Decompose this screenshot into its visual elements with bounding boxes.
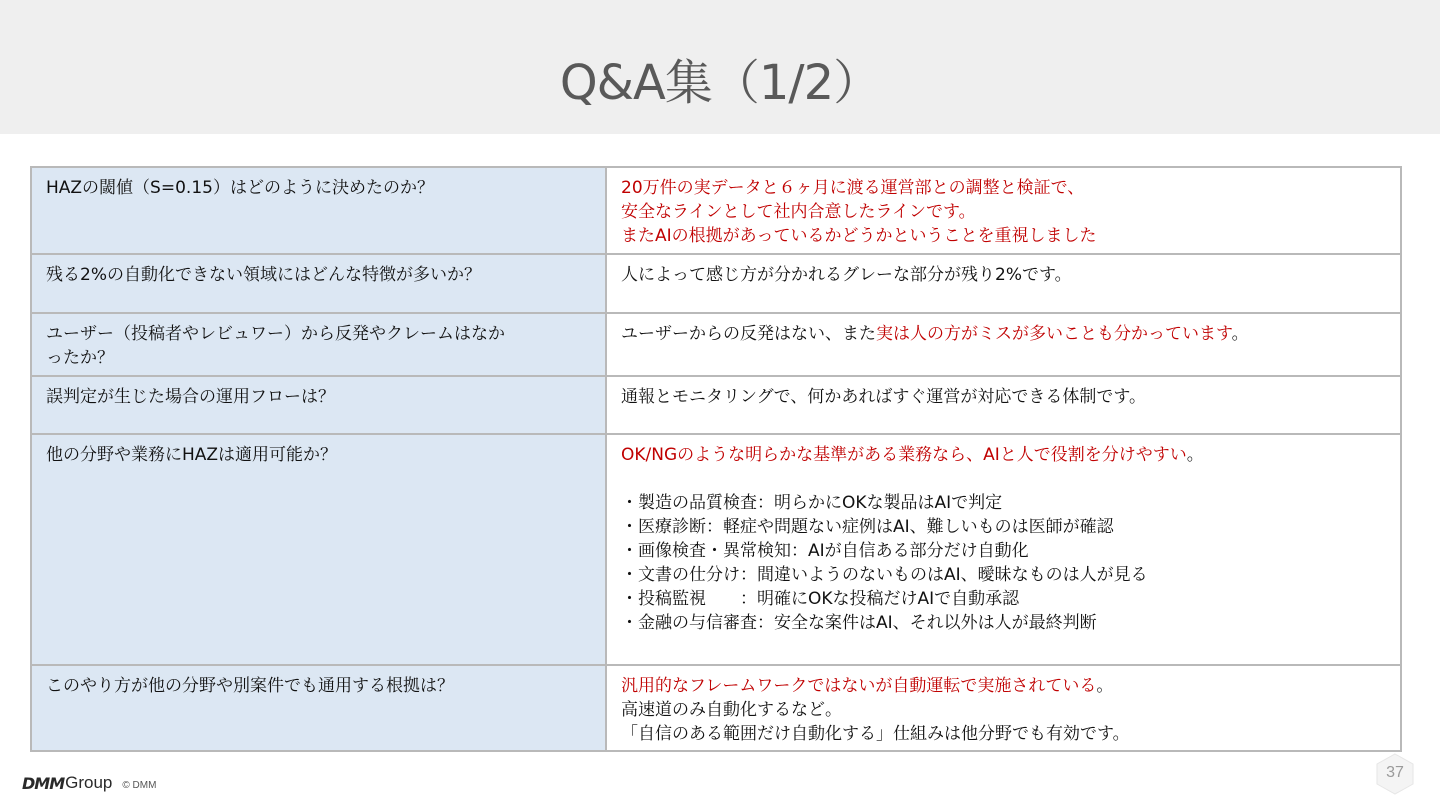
bullet-item: ・製造の品質検査：明らかにOKな製品はAIで判定: [621, 493, 1003, 513]
page-number-badge: [1373, 752, 1417, 796]
question-cell: [31, 313, 606, 376]
bullet-item: ・医療診断：軽症や問題ない症例はAI、難しいものは医師が確認: [621, 517, 1114, 537]
table-row: [31, 167, 1401, 254]
qa-table: [30, 166, 1402, 752]
answer-cell: [606, 254, 1401, 313]
table-row: [31, 665, 1401, 751]
bullet-item: ・文書の仕分け：間違いようのないものはAI、曖昧なものは人が見る: [621, 565, 1148, 585]
answer-text: 人によって感じ方が分かれるグレーな部分が残り2%です。: [621, 265, 1072, 285]
question-text: 誤判定が生じた場合の運用フローは？: [46, 387, 335, 407]
answer-text: 高速道のみ自動化するなど。: [621, 700, 842, 720]
page-number: 37: [1386, 764, 1404, 781]
answer-cell: [606, 665, 1401, 751]
dmm-group-logo: [22, 771, 156, 793]
logo-dmm-text: DMM: [22, 774, 65, 793]
question-text: ユーザー（投稿者やレビュワー）から反発やクレームはなか: [46, 324, 505, 344]
answer-highlight: 汎用的なフレームワークではないが自動運転で実施されている: [621, 676, 1097, 696]
logo-group-text: Group: [65, 773, 113, 792]
bullet-item: ・金融の与信審査：安全な案件はAI、それ以外は人が最終判断: [621, 613, 1097, 633]
question-text: 残る2%の自動化できない領域にはどんな特徴が多いか？: [46, 265, 481, 285]
answer-text: [621, 322, 1386, 346]
question-text: ったか？: [46, 348, 114, 368]
question-cell: [31, 665, 606, 751]
question-cell: [31, 376, 606, 434]
spacer: [621, 467, 1386, 491]
answer-text: [621, 674, 1386, 698]
answer-text: 「自信のある範囲だけ自動化する」仕組みは他分野でも有効です。: [621, 724, 1130, 744]
bullet-item: ・画像検査・異常検知：AIが自信ある部分だけ自動化: [621, 541, 1029, 561]
answer-punct: 。: [1231, 324, 1249, 344]
question-text: HAZの閾値（S=0.15）はどのように決めたのか？: [46, 178, 434, 198]
answer-text: [621, 443, 1386, 467]
page-title: Q&A集（1/2）: [559, 55, 881, 111]
answer-plain: ユーザーからの反発はない、また: [621, 324, 876, 344]
question-cell: [31, 254, 606, 313]
question-text: このやり方が他の分野や別案件でも通用する根拠は？: [46, 676, 454, 696]
table-row: [31, 376, 1401, 434]
question-cell: [31, 434, 606, 665]
answer-text: 安全なラインとして社内合意したラインです。: [621, 202, 976, 222]
answer-punct: 。: [1186, 445, 1204, 465]
answer-cell: [606, 376, 1401, 434]
question-cell: [31, 167, 606, 254]
answer-highlight: OK/NGのような明らかな基準がある業務なら、AIと人で役割を分けやすい: [621, 445, 1187, 465]
answer-text: 20万件の実データと６ヶ月に渡る運営部との調整と検証で、: [621, 178, 1085, 198]
question-text: 他の分野や業務にHAZは適用可能か？: [46, 445, 338, 465]
answer-text: 通報とモニタリングで、何かあればすぐ運営が対応できる体制です。: [621, 387, 1146, 407]
answer-highlight: 実は人の方がミスが多いことも分かっています: [876, 324, 1232, 344]
copyright-text: © DMM: [122, 780, 157, 791]
table-row: [31, 313, 1401, 376]
answer-cell: [606, 434, 1401, 665]
table-row: [31, 254, 1401, 313]
answer-text: またAIの根拠があっているかどうかということを重視しました: [621, 226, 1097, 246]
answer-punct: 。: [1096, 676, 1114, 696]
bullet-item: ・投稿監視 ：明確にOKな投稿だけAIで自動承認: [621, 589, 1020, 609]
answer-cell: [606, 313, 1401, 376]
table-row: [31, 434, 1401, 665]
answer-cell: [606, 167, 1401, 254]
